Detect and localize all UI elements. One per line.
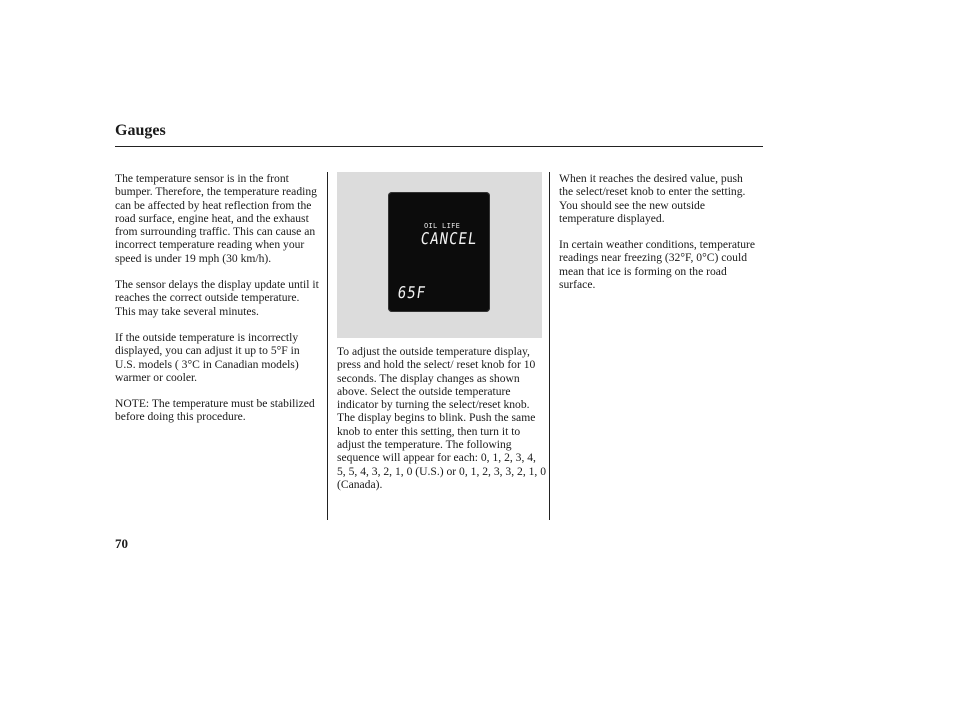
text-column-1 [115,172,320,437]
text-column-3 [559,172,759,304]
column-divider [327,172,328,520]
paragraph: To adjust the outside temperature display, press and hold the select/ reset knob for 10 seconds. The display changes as shown above. Select the outside temperature indicator by turning the select/reset knob. The display begins to blink. Push the same knob to enter this setting, then turn it to adjust the temperature. The following sequence will appear for each: 0, 1, 2, 3, 4, 5, 5, 4, 3, 2, 1, 0 (U.S.) or 0, 1, 2, 3, 3, 2, 1, 0 (Canada). [337,345,547,491]
lcd-cancel-message: CANCEL [419,230,479,249]
page-title: Gauges [115,122,166,139]
lcd-temperature-readout: 65F [396,284,428,303]
text-column-2 [337,345,547,504]
paragraph: When it reaches the desired value, push the select/reset knob to enter the setting. You should see the new outside temperature displayed. [559,172,746,225]
paragraph: The temperature sensor is in the front bumper. Therefore, the temperature reading can be affected by heat reflection from the road surface, engine heat, and the exhaust from surrounding traffic. This can cause an incorrect temperature reading when your speed is under 19 mph (30 km/h). [115,172,317,265]
paragraph: NOTE: The temperature must be stabilized before doing this procedure. [115,397,315,424]
column-divider [549,172,550,520]
lcd-oil-life-label: OIL LIFE [424,222,461,230]
page-number: 70 [115,536,128,551]
header-divider [115,146,763,147]
paragraph: In certain weather conditions, temperature readings near freezing (32°F, 0°C) could mean that ice is forming on the road surface. [559,238,756,292]
lcd-display-image [388,192,490,312]
paragraph: The sensor delays the display update until it reaches the correct outside temperature. This may take several minutes. [115,278,319,318]
paragraph: If the outside temperature is incorrectly displayed, you can adjust it up to 5°F in U.S. models ( 3°C in Canadian models) warmer or cooler. [115,330,300,384]
